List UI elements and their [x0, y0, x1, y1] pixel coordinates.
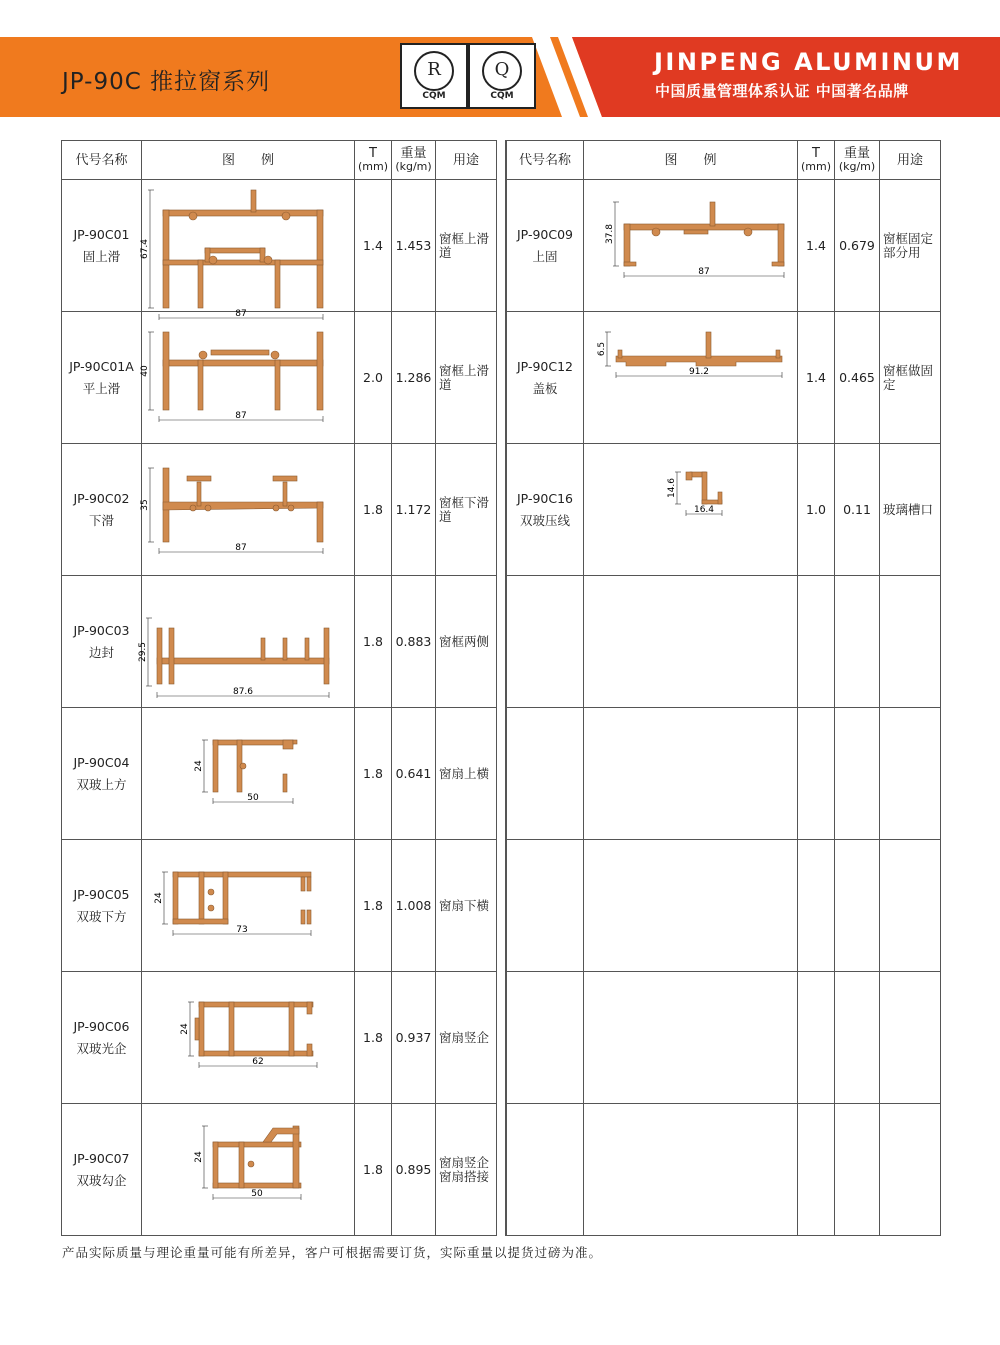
table-row	[62, 972, 497, 1104]
dim-width-label: 87	[235, 410, 247, 421]
profile-name: 双玻勾企	[76, 1172, 127, 1188]
thickness-cell	[798, 972, 835, 1104]
weight-cell: 0.937	[392, 972, 436, 1104]
drawing-cell	[584, 576, 798, 708]
spec-table-right	[506, 140, 941, 1236]
profile-drawing	[586, 446, 796, 574]
weight-cell	[835, 840, 880, 972]
drawing-cell	[142, 840, 355, 972]
drawing-cell	[584, 1104, 798, 1236]
profile-code-cell	[62, 840, 142, 972]
thickness-cell: 1.8	[355, 972, 392, 1104]
weight-cell	[835, 708, 880, 840]
profile-shape	[213, 1126, 301, 1188]
drawing-cell	[140, 180, 355, 319]
cert-caption: CQM	[422, 91, 446, 101]
weight-cell: 0.679	[835, 180, 880, 312]
weight-cell: 1.008	[392, 840, 436, 972]
profile-drawing	[140, 314, 353, 442]
col-weight-label: 重量	[843, 146, 870, 161]
profile-shape	[616, 332, 782, 366]
profile-code-cell	[62, 444, 142, 576]
profile-code-cell	[507, 444, 584, 576]
brand-name: JINPENG ALUMINUM	[654, 48, 963, 76]
dim-width-label: 87	[697, 266, 710, 277]
usage-cell: 窗框固定部分用	[880, 180, 941, 312]
col-weight-label: 重量	[400, 146, 427, 161]
profile-code-cell	[62, 312, 142, 444]
profile-code: JP-90C03	[73, 622, 130, 638]
col-weight-unit: (kg/m)	[838, 160, 876, 173]
thickness-cell	[798, 1104, 835, 1236]
dim-height-label: 6.5	[596, 341, 607, 356]
profile-shape	[173, 872, 311, 924]
col-t-unit: (mm)	[357, 160, 388, 173]
drawing-cell	[584, 180, 798, 312]
thickness-cell	[798, 840, 835, 972]
dim-width-label: 87.6	[232, 686, 254, 697]
col-weight-unit: (kg/m)	[395, 160, 432, 173]
col-t	[355, 141, 392, 180]
usage-cell	[880, 840, 941, 972]
table-header-row	[62, 141, 497, 180]
profile-name: 双玻光企	[76, 1040, 127, 1056]
usage-cell: 窗扇上横	[436, 708, 497, 840]
weight-cell: 1.286	[392, 312, 436, 444]
col-t-unit: (mm)	[800, 160, 831, 173]
thickness-cell: 1.8	[355, 444, 392, 576]
profile-code-cell	[62, 972, 142, 1104]
profile-drawing	[140, 182, 353, 319]
profile-shape	[163, 332, 323, 410]
table-row	[507, 1104, 941, 1236]
profile-code: JP-90C06	[73, 1018, 130, 1034]
profile-code: JP-90C01	[73, 226, 130, 242]
profile-shape	[213, 740, 297, 792]
dim-width-label: 73	[236, 924, 248, 935]
weight-cell	[835, 1104, 880, 1236]
dim-height-label: 40	[140, 364, 150, 377]
col-t	[798, 141, 835, 180]
dim-height-label: 37.8	[604, 223, 615, 244]
profile-shape	[157, 628, 329, 684]
usage-cell: 玻璃槽口	[880, 444, 941, 576]
profile-drawing	[586, 314, 796, 442]
weight-cell: 0.895	[392, 1104, 436, 1236]
col-weight	[835, 141, 880, 180]
weight-cell: 1.172	[392, 444, 436, 576]
profile-code-cell	[507, 576, 584, 708]
drawing-cell	[142, 972, 355, 1104]
profile-name: 平上滑	[82, 380, 121, 396]
usage-cell: 窗扇竖企	[436, 972, 497, 1104]
profile-drawing	[143, 974, 353, 1102]
thickness-cell: 1.8	[355, 1104, 392, 1236]
profile-shape	[686, 472, 722, 504]
col-t-label: T	[369, 146, 377, 161]
profile-code: JP-90C01A	[69, 358, 134, 374]
table-row	[62, 708, 497, 840]
profile-code-cell	[507, 840, 584, 972]
profile-drawing	[143, 710, 353, 838]
drawing-cell	[584, 708, 798, 840]
dim-width-label: 50	[247, 792, 259, 803]
dimension-lines	[148, 332, 323, 422]
col-weight	[392, 141, 436, 180]
thickness-cell: 1.0	[798, 444, 835, 576]
cert-badge-q	[468, 43, 536, 109]
drawing-cell	[138, 576, 355, 708]
table-gap	[496, 140, 506, 1236]
col-drawing: 图 例	[584, 141, 798, 180]
table-header-row	[507, 141, 941, 180]
usage-cell: 窗框上滑道	[436, 312, 497, 444]
usage-cell	[880, 708, 941, 840]
profile-drawing	[140, 446, 353, 574]
cert-badge-r	[400, 43, 468, 109]
weight-cell	[835, 576, 880, 708]
weight-cell: 0.465	[835, 312, 880, 444]
drawing-cell	[142, 312, 355, 444]
col-t-label: T	[812, 146, 820, 161]
dim-width-label: 87	[235, 542, 247, 553]
drawing-cell	[142, 708, 355, 840]
col-use: 用途	[880, 141, 941, 180]
table-row	[62, 444, 497, 576]
weight-cell: 0.883	[392, 576, 436, 708]
table-row	[507, 840, 941, 972]
thickness-cell: 1.4	[798, 312, 835, 444]
dim-width-label: 50	[251, 1188, 263, 1199]
profile-name: 双玻压线	[519, 512, 570, 528]
col-code: 代号名称	[62, 141, 142, 180]
profile-code-cell	[62, 1104, 142, 1236]
usage-cell	[880, 972, 941, 1104]
profile-code: JP-90C07	[73, 1150, 130, 1166]
usage-cell	[880, 1104, 941, 1236]
footer-note: 产品实际质量与理论重量可能有所差异，客户可根据需要订货，实际重量以提货过磅为准。	[62, 1245, 603, 1260]
profile-code: JP-90C05	[73, 886, 130, 902]
thickness-cell: 1.8	[355, 576, 392, 708]
profile-name: 双玻上方	[76, 776, 127, 792]
table-row	[62, 576, 497, 708]
table-row	[62, 840, 497, 972]
usage-cell: 窗扇竖企窗扇搭接	[436, 1104, 497, 1236]
profile-drawing	[586, 182, 796, 310]
profile-shape	[624, 202, 784, 266]
profile-code-cell	[507, 972, 584, 1104]
profile-name: 盖板	[532, 380, 558, 396]
profile-code: JP-90C09	[517, 226, 573, 242]
thickness-cell	[798, 576, 835, 708]
drawing-cell	[584, 444, 798, 576]
drawing-cell	[584, 312, 798, 444]
table-row	[507, 708, 941, 840]
dim-height-label: 24	[194, 759, 204, 772]
usage-cell: 窗框做固定	[880, 312, 941, 444]
profile-code: JP-90C02	[73, 490, 130, 506]
weight-cell: 0.11	[835, 444, 880, 576]
profile-name: 边封	[88, 644, 114, 660]
table-row	[62, 180, 497, 312]
profile-code-cell	[62, 180, 142, 312]
dim-height-label: 35	[140, 498, 150, 511]
dim-width-label: 62	[252, 1056, 264, 1067]
profile-code-cell	[62, 576, 142, 708]
profile-name: 双玻下方	[76, 908, 127, 924]
cert-caption: CQM	[490, 91, 514, 101]
col-drawing: 图 例	[142, 141, 355, 180]
cert-glyph: Q	[494, 59, 510, 80]
spec-table-left	[61, 140, 497, 1236]
drawing-cell	[584, 972, 798, 1104]
profile-name: 下滑	[88, 512, 114, 528]
table-row	[507, 444, 941, 576]
usage-cell: 窗框下滑道	[436, 444, 497, 576]
table-row	[62, 1104, 497, 1236]
dim-height-label: 29.5	[138, 641, 148, 662]
thickness-cell: 1.8	[355, 840, 392, 972]
weight-cell: 1.453	[392, 180, 436, 312]
dimension-lines	[148, 190, 323, 320]
dim-width-label: 87	[235, 308, 247, 319]
usage-cell: 窗框上滑道	[436, 180, 497, 312]
thickness-cell	[798, 708, 835, 840]
table-row	[507, 312, 941, 444]
profile-code-cell	[507, 312, 584, 444]
table-row	[507, 180, 941, 312]
weight-cell: 0.641	[392, 708, 436, 840]
drawing-cell	[584, 840, 798, 972]
profile-name: 固上滑	[82, 248, 121, 264]
dim-width-label: 16.4	[693, 504, 714, 515]
profile-code-cell	[62, 708, 142, 840]
usage-cell: 窗扇下横	[436, 840, 497, 972]
usage-cell: 窗框两侧	[436, 576, 497, 708]
profile-code: JP-90C16	[517, 490, 573, 506]
dim-height-label: 24	[154, 891, 164, 904]
table-row	[507, 972, 941, 1104]
dim-height-label: 24	[194, 1150, 204, 1163]
col-use: 用途	[436, 141, 497, 180]
brand-tagline: 中国质量管理体系认证 中国著名品牌	[655, 82, 909, 100]
dim-height-label: 14.6	[666, 477, 677, 498]
profile-code-cell	[507, 1104, 584, 1236]
table-row	[507, 576, 941, 708]
table-row	[62, 312, 497, 444]
dim-height-label: 24	[180, 1022, 190, 1035]
profile-shape	[163, 468, 323, 542]
drawing-cell	[142, 444, 355, 576]
dim-height-label: 67.4	[140, 238, 150, 259]
profile-shape	[195, 1002, 313, 1056]
thickness-cell: 2.0	[355, 312, 392, 444]
series-title: JP-90C 推拉窗系列	[62, 69, 271, 95]
thickness-cell: 1.4	[798, 180, 835, 312]
profile-code-cell	[507, 180, 584, 312]
profile-shape	[163, 190, 323, 308]
weight-cell	[835, 972, 880, 1104]
drawing-cell	[142, 1104, 355, 1236]
usage-cell	[880, 576, 941, 708]
cert-glyph: R	[427, 59, 441, 80]
col-code: 代号名称	[507, 141, 584, 180]
profile-name: 上固	[532, 248, 558, 264]
profile-drawing	[143, 1106, 353, 1234]
profile-code: JP-90C04	[73, 754, 130, 770]
thickness-cell: 1.4	[355, 180, 392, 312]
profile-drawing	[138, 578, 353, 706]
thickness-cell: 1.8	[355, 708, 392, 840]
profile-code: JP-90C12	[517, 358, 573, 374]
profile-drawing	[143, 842, 353, 970]
profile-code-cell	[507, 708, 584, 840]
dim-width-label: 91.2	[688, 366, 709, 377]
